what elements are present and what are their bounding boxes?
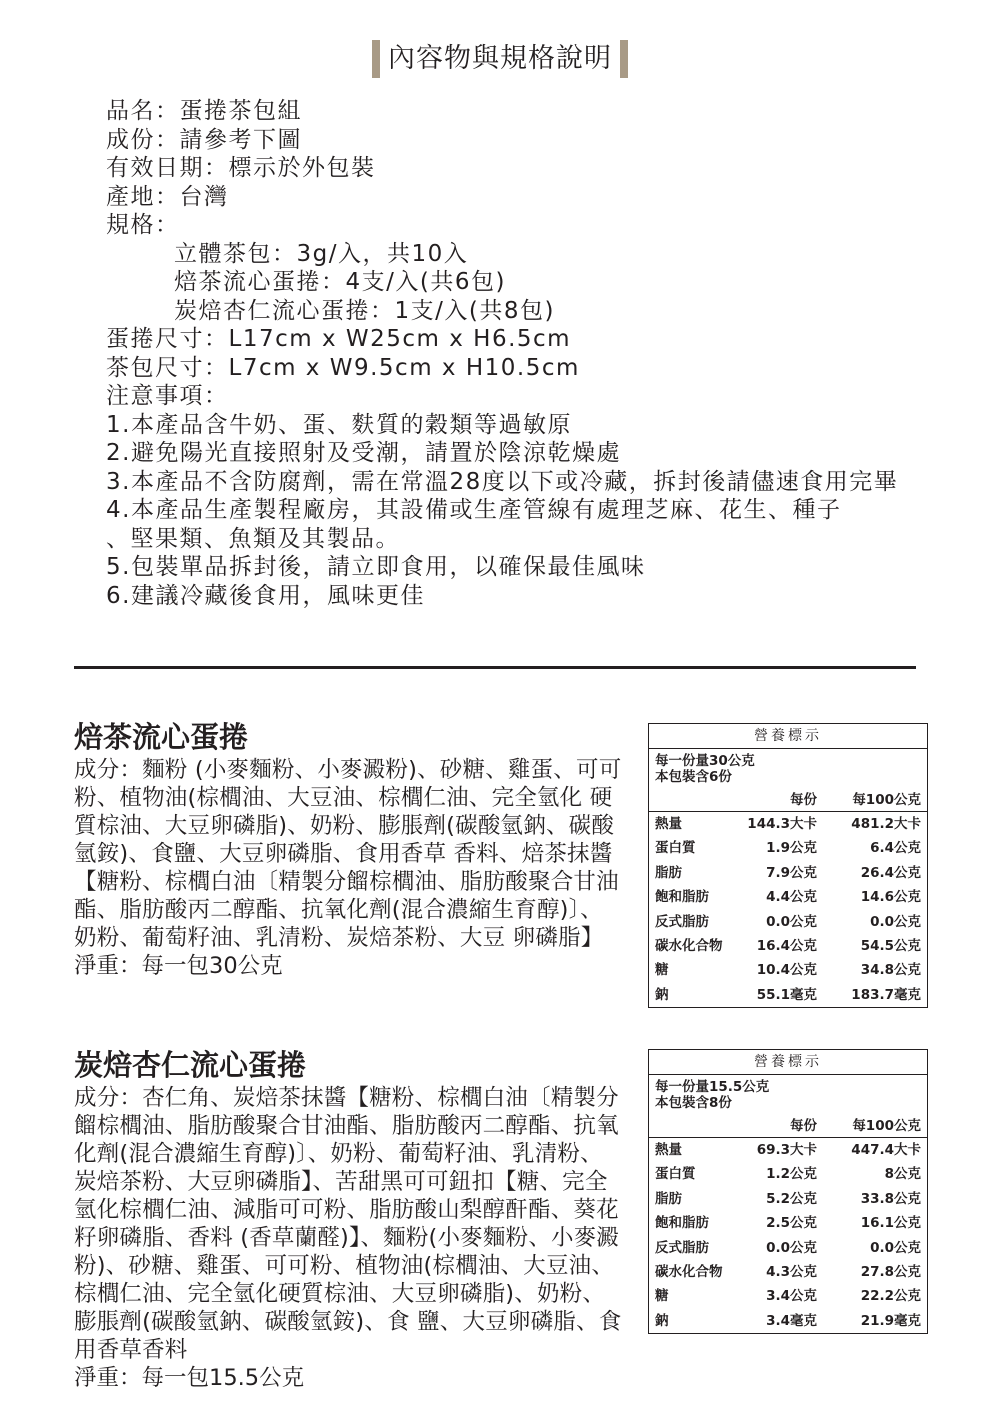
nutrient-label: 脂肪 (655, 864, 682, 881)
nutrition-header-per-serving: 每份 (790, 792, 817, 808)
nutrition-row (649, 1309, 927, 1333)
nutrition-header-per-100: 每100公克 (852, 792, 921, 808)
nutrient-per-serving: 3.4公克 (766, 1288, 817, 1305)
nutrient-per-serving: 3.4毫克 (766, 1312, 817, 1329)
nutrient-per-serving: 10.4公克 (756, 962, 817, 979)
spec-item: 立體茶包：3g/入，共10入 (174, 240, 469, 267)
nutrient-label: 熱量 (655, 1142, 682, 1158)
nutrition-header-row (649, 1115, 927, 1138)
nutrition-header-blank (655, 789, 739, 811)
nutrient-per-100: 33.8公克 (860, 1190, 921, 1207)
nutrient-per-100: 183.7毫克 (851, 986, 921, 1003)
nutrient-label: 鈉 (655, 1312, 669, 1329)
nutrient-per-serving: 0.0公克 (766, 1239, 817, 1256)
nutrition-row (649, 1162, 927, 1186)
nutrient-per-serving: 55.1毫克 (756, 986, 817, 1003)
spec-note: 、堅果類、魚類及其製品。 (106, 525, 400, 552)
nutrition-row (649, 1260, 927, 1284)
nutrition-header-per-100: 每100公克 (852, 1118, 921, 1134)
nutrient-label: 反式脂肪 (655, 913, 709, 930)
spec-note: 3.本產品不含防腐劑，需在常溫28度以下或冷藏，拆封後請儘速食用完畢 (106, 468, 899, 495)
product-net-weight: 淨重：每一包15.5公克 (74, 1365, 305, 1391)
spec-item: 炭焙杏仁流心蛋捲：1支/入(共8包) (174, 297, 555, 324)
nutrient-label: 熱量 (655, 816, 682, 832)
header-inner (372, 40, 628, 78)
nutrient-label: 蛋白質 (655, 840, 696, 857)
nutrition-row (649, 1284, 927, 1308)
product-ingredients: 成分：麵粉 (小麥麵粉、小麥澱粉)、砂糖、雞蛋、可可粉、植物油(棕櫚油、大豆油、棕櫚仁油、完全氫化 硬質棕油、大豆卵磷脂)、奶粉、膨脹劑(碳酸氫鈉、碳酸氫銨)、食鹽、大豆卵磷脂、食用香草 香料、焙茶抹醬【糖粉、棕櫚白油〔精製分餾棕櫚油、脂肪酸聚合甘油酯、脂肪酸丙二醇酯、抗氧化劑(混合濃縮生育醇)〕、奶粉、葡萄籽油、乳清粉、炭焙茶粉、大豆 卵磷脂】 (74, 757, 622, 951)
spec-specs-label: 規格： (106, 212, 180, 238)
nutrition-row (649, 1187, 927, 1211)
nutrient-per-100: 27.8公克 (860, 1263, 921, 1280)
nutrient-per-serving: 7.9公克 (766, 864, 817, 881)
nutrient-per-100: 21.9毫克 (860, 1312, 921, 1329)
nutrition-row (649, 861, 927, 885)
spec-ingredients: 成份：請參考下圖 (106, 126, 302, 153)
nutrient-per-100: 22.2公克 (860, 1288, 921, 1305)
nutrient-per-100: 34.8公克 (860, 962, 921, 979)
nutrition-row (649, 1211, 927, 1235)
product-ingredients: 成分：杏仁角、炭焙茶抹醬【糖粉、棕櫚白油〔精製分餾棕櫚油、脂肪酸聚合甘油酯、脂肪酸丙二醇酯、抗氧化劑(混合濃縮生育醇)〕、奶粉、葡萄籽油、乳清粉、炭焙茶粉、大豆卵磷脂】、苦甜黑可可鈕扣【糖、完全氫化棕櫚仁油、減脂可可粉、脂肪酸山梨醇酐酯、葵花籽卵磷脂、香料 (香草蘭醛)】、麵粉(小麥麵粉、小麥澱粉)、砂糖、雞蛋、可可粉、植物油(棕櫚油、大豆油、棕櫚仁油、完全氫化硬質棕油、大豆卵磷脂)、奶粉、膨脹劑(碳酸氫鈉、碳酸氫銨)、食 鹽、大豆卵磷脂、食用香草香料 (74, 1085, 622, 1363)
nutrition-table (648, 723, 928, 1008)
nutrition-header-blank (655, 1115, 739, 1137)
nutrient-per-100: 481.2大卡 (851, 816, 921, 832)
nutrition-serving-size: 每一份量30公克 (655, 753, 755, 769)
spec-origin: 產地：台灣 (106, 183, 229, 210)
nutrient-per-serving: 1.2公克 (766, 1166, 817, 1183)
nutrition-row (649, 910, 927, 934)
nutrient-per-100: 0.0公克 (870, 913, 921, 930)
nutrient-per-serving: 69.3大卡 (756, 1142, 817, 1158)
nutrition-servings-count: 本包裝含6份 (655, 769, 732, 785)
nutrition-row (649, 934, 927, 958)
header-bar-left (372, 40, 380, 78)
nutrient-label: 飽和脂肪 (655, 1215, 709, 1232)
nutrient-per-100: 8公克 (884, 1166, 921, 1183)
product-charcoal-almond (74, 1048, 624, 1392)
nutrient-per-serving: 16.4公克 (756, 937, 817, 954)
nutrient-per-100: 447.4大卡 (851, 1142, 921, 1158)
nutrition-row (649, 1138, 927, 1162)
nutrient-per-100: 14.6公克 (860, 889, 921, 906)
nutrient-label: 蛋白質 (655, 1166, 696, 1183)
nutrition-row (649, 812, 927, 836)
product-roasted-tea (74, 720, 624, 980)
nutrient-label: 碳水化合物 (655, 937, 723, 954)
spec-list (106, 97, 986, 610)
nutrition-row (649, 885, 927, 909)
nutrition-header-per-serving: 每份 (790, 1118, 817, 1134)
nutrient-label: 反式脂肪 (655, 1239, 709, 1256)
spec-notes-label: 注意事項： (106, 383, 229, 409)
nutrient-per-serving: 4.3公克 (766, 1263, 817, 1280)
nutrient-per-100: 16.1公克 (860, 1215, 921, 1232)
spec-expiry: 有效日期：標示於外包裝 (106, 155, 376, 181)
nutrient-label: 脂肪 (655, 1190, 682, 1207)
spec-note: 5.包裝單品拆封後，請立即食用，以確保最佳風味 (106, 554, 646, 580)
spec-note: 1.本產品含牛奶、蛋、麩質的穀類等過敏原 (106, 411, 572, 438)
spec-roll-size: 蛋捲尺寸：L17cm x W25cm x H6.5cm (106, 326, 572, 352)
spec-note: 6.建議冷藏後食用，風味更佳 (106, 582, 425, 609)
section-divider (74, 666, 916, 669)
nutrition-header-row (649, 789, 927, 812)
nutrition-row (649, 983, 927, 1007)
nutrient-per-serving: 2.5公克 (766, 1215, 817, 1232)
nutrition-row (649, 958, 927, 982)
nutrient-per-serving: 4.4公克 (766, 889, 817, 906)
product-name: 焙茶流心蛋捲 (74, 720, 249, 754)
nutrient-per-100: 26.4公克 (860, 864, 921, 881)
nutrient-per-100: 6.4公克 (870, 840, 921, 857)
nutrient-label: 鈉 (655, 986, 669, 1003)
spec-product-name: 品名：蛋捲茶包組 (106, 98, 302, 124)
nutrition-title: 營養標示 (649, 1050, 927, 1075)
nutrition-row (649, 836, 927, 860)
nutrition-title: 營養標示 (649, 724, 927, 749)
nutrient-label: 碳水化合物 (655, 1263, 723, 1280)
nutrient-per-100: 54.5公克 (860, 937, 921, 954)
nutrition-row (649, 1236, 927, 1260)
nutrient-per-serving: 144.3大卡 (747, 816, 817, 832)
nutrition-servings-count: 本包裝含8份 (655, 1095, 732, 1111)
product-net-weight: 淨重：每一包30公克 (74, 953, 283, 979)
nutrient-per-serving: 1.9公克 (766, 840, 817, 857)
nutrient-label: 糖 (655, 962, 669, 979)
section-header (0, 40, 1000, 78)
nutrient-label: 糖 (655, 1288, 669, 1305)
nutrient-per-100: 0.0公克 (870, 1239, 921, 1256)
nutrition-serving-size: 每一份量15.5公克 (655, 1079, 770, 1095)
nutrient-label: 飽和脂肪 (655, 889, 709, 906)
nutrient-per-serving: 5.2公克 (766, 1190, 817, 1207)
spec-note: 4.本產品生產製程廠房，其設備或生產管線有處理芝麻、花生、種子 (106, 497, 842, 523)
nutrition-table (648, 1049, 928, 1334)
spec-item: 焙茶流心蛋捲：4支/入(共6包) (174, 269, 506, 295)
header-bar-right (620, 40, 628, 78)
product-name: 炭焙杏仁流心蛋捲 (74, 1048, 307, 1082)
spec-bag-size: 茶包尺寸：L7cm x W9.5cm x H10.5cm (106, 354, 580, 381)
nutrient-per-serving: 0.0公克 (766, 913, 817, 930)
page-title: 內容物與規格說明 (388, 43, 612, 74)
spec-note: 2.避免陽光直接照射及受潮，請置於陰涼乾燥處 (106, 440, 621, 466)
